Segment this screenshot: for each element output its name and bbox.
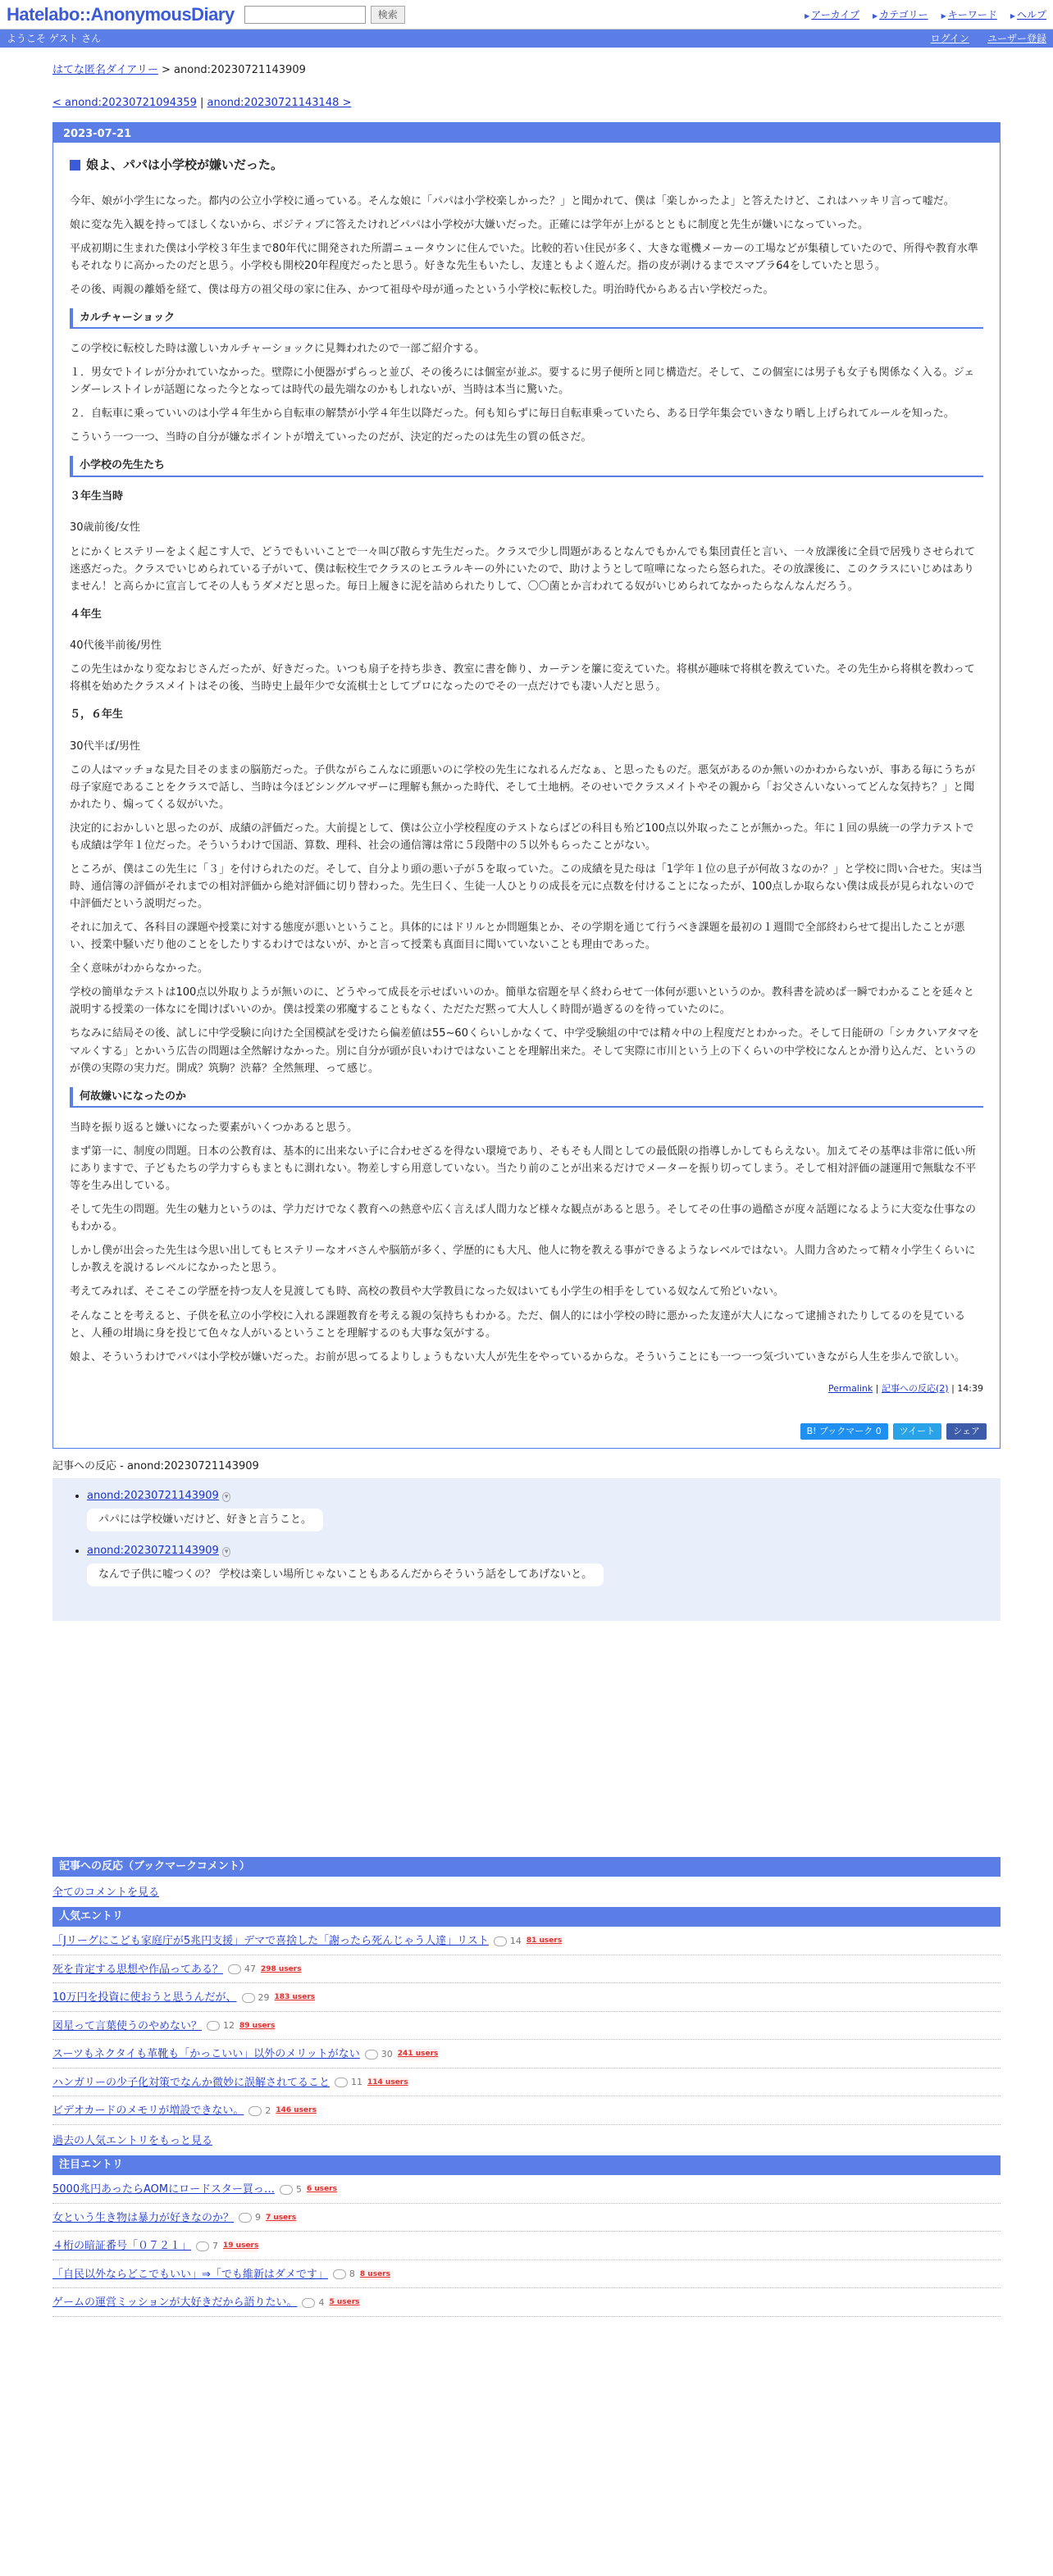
paragraph: ２．自転車に乗っていいのは小学４年生から自転車の解禁が小学４年生以降だった。何も知らずに毎日自転車乗っていたら、ある日学年集会でいきなり晒し上げられてルールを知った。: [70, 407, 955, 421]
paragraph: そして先生の問題。先生の魅力というのは、学力だけでなく教育への熱意や広く言えば人間力など様々な観点があると思う。そしてその仕事の過酷さが度々話題になるように大変な仕事なのもわかる。: [70, 1204, 977, 1234]
tweet-button[interactable]: ツイート: [893, 1423, 941, 1440]
entry-list-item: [52, 1955, 1001, 1984]
entry-link[interactable]: ゲームの運営ミッションが大好きだから語りたい。: [52, 2296, 298, 2310]
day-section: [52, 122, 1001, 1449]
entry-list-item: [52, 2012, 1001, 2041]
facebook-share-button[interactable]: シェア: [946, 1423, 987, 1440]
section-heading: カルチャーショック: [70, 308, 983, 330]
bookmark-users-badge[interactable]: 8 users: [360, 2269, 390, 2281]
paragraph: そんなことを考えると、子供を私立の小学校に入れる課題教育を考える親の気持ちもわかる。ただ、個人的には小学校の時に悪かった友達が大人になって逮捕されたりしてるのを見ていると、人種の坩堝に身を投じて色々な人がいるということを理解するのも大事な気がする。: [70, 1309, 966, 1340]
bookmark-users-badge[interactable]: 114 users: [367, 2078, 408, 2089]
title-square-icon: [70, 160, 80, 171]
entry-link[interactable]: ４桁の暗証番号「０７２１」: [52, 2240, 192, 2253]
paragraph: とにかくヒステリーをよく起こす人で、どうでもいいことで一々叫び散らす先生だった。クラスで少し問題があるとなんでもかんでも集団責任と言い、一々放課後に全員で居残りさせられて迷惑だった。クラスでいじめられている子がいて、僕は転校生でクラスのヒエラルキーの外にいたので、助けようとして喧嘩になったら怒られた。その放課後に、このクラスにいじめはありません！と高らかに宣言してその人もうダメだと思った。毎日上履きに泥を詰められたりして、〇〇菌とか言われてる奴がいじめられてなかったらなんなんだろう。: [70, 545, 976, 593]
paragraph: 平成初期に生まれた僕は小学校３年生まで80年代に開発された所謂ニュータウンに住んでいた。比較的若い住民が多く、大きな電機メーカーの工場などが集積していたので、所得や教育水準もそれなりに高かったのだと思う。小学校も開校20年程度だったと思う。好きな先生もいたし、友達ともよく遊んだ。指の皮が剥けるまでスマブラ64をしていたと思う。: [70, 242, 978, 272]
entry-link[interactable]: 5000兆円あったらAOMにロードスター買っ…: [52, 2183, 275, 2196]
paragraph: その後、両親の離婚を経て、僕は母方の祖父母の家に住み、かつて祖母や母が通ったという小学校に転校した。明治時代からある古い学校だった。: [70, 283, 774, 296]
featured-section-title: 注目エントリ: [52, 2155, 1001, 2175]
paragraph: １．男女でトイレが分かれていなかった。壁際に小便器がずらっと並び、その後ろには個室が並ぶ。要するに男子便所と同じ構造だ。そして、この個室には男子も女子も関係なく入る。ジェンダーレストイレが話題になった今となっては時代の最先端なのかもしれないが、当時は本当に驚いた。: [70, 366, 975, 397]
comment-count-icon: 2: [248, 2105, 271, 2119]
reactions-link[interactable]: 記事への反応(2): [881, 1382, 949, 1394]
breadcrumb: [52, 62, 1001, 79]
entry-list-item: [52, 1927, 1001, 1955]
popular-section-title: 人気エントリ: [52, 1907, 1001, 1927]
bookmark-users-badge[interactable]: 81 users: [526, 1936, 562, 1947]
pager-sep: |: [200, 96, 204, 109]
entry-list-item: [52, 2175, 1001, 2204]
popular-entries-section: [52, 1907, 1001, 2155]
welcome-text: ようこそ ゲスト さん: [7, 33, 102, 44]
footer-sep: |: [875, 1382, 879, 1394]
entry-list-item: [52, 2040, 1001, 2069]
comment-count-icon: 30: [365, 2048, 393, 2062]
paragraph: 全く意味がわからなかった。: [70, 963, 209, 976]
comment-count-icon: 8: [333, 2268, 355, 2282]
section-heading: 小学校の先生たち: [70, 456, 983, 477]
comment-count-icon: 9: [239, 2211, 261, 2225]
responses-list: [52, 1478, 1001, 1621]
entry-link[interactable]: 「Jリーグにこども家庭庁が5兆円支援」デマで喜捨した「謝ったら死んじゃう人達」リスト: [52, 1935, 489, 1948]
paragraph: それに加えて、各科目の課題や授業に対する態度が悪いということ。具体的にはドリルとか問題集とか、その学期を通じて行うべき課題を最初の１週間で全部終わらせて提出したことが悪い、授業中騒いだり他のことをしたりするわけではないが、かと言って授業も真面目に聞いていないことも理由であった。: [70, 922, 965, 952]
chevron-down-icon[interactable]: ▾: [222, 1492, 231, 1502]
breadcrumb-sep: >: [161, 64, 171, 76]
entry-title: [70, 156, 983, 175]
section-heading: 何故嫌いになったのか: [70, 1087, 983, 1108]
entry-list-item: [52, 2232, 1001, 2260]
paragraph: 今年、娘が小学生になった。都内の公立小学校に通っている。そんな娘に「パパは小学校楽しかった？」と聞かれて、僕は「楽しかったよ」と答えたけど、これはハッキリ言って嘘だ。: [70, 194, 955, 207]
bookmark-users-badge[interactable]: 5 users: [329, 2297, 359, 2309]
bookmark-section-title: 記事への反応（ブックマークコメント）: [52, 1857, 1001, 1877]
section-heading: ３年生当時: [70, 489, 124, 503]
prev-entry-link[interactable]: < anond:20230721094359: [52, 96, 197, 109]
bookmark-users-badge[interactable]: 6 users: [307, 2184, 337, 2196]
footer-sep-2: |: [951, 1382, 955, 1394]
entry-link[interactable]: 図星って言葉使うのやめない？: [52, 2019, 203, 2032]
entry-pager: [52, 95, 1001, 112]
section-heading: ５，６年生: [70, 708, 124, 721]
paragraph: この先生はかなり変なおじさんだったが、好きだった。いつも扇子を持ち歩き、教室に書を飾り、カーテンを簾に変えていた。将棋が趣味で将棋を教えていた。その先生から将棋を教わって将棋を始めたクラスメイトはその後、当時史上最年少で女流棋士としてプロになったのでその一点だけでも凄い人だと思う。: [70, 663, 975, 694]
paragraph: まず第一に、制度の問題。日本の公教育は、基本的に出来ない子に合わせざるを得ない環境であり、そもそも人間としての最低限の指導しかしてもらえない。加えてその基準は非常に低い所にありますで、子どもたちの学力すらもまともに測れない。物差しすら用意していない。当たり前のことが出来るだけでメーターを振り切ってしまう。そして相対評価の謎運用で無駄な不平等を生み出している。: [70, 1145, 977, 1193]
paragraph: 娘よ、そういうわけでパパは小学校が嫌いだった。お前が思ってるよりしょうもない大人が先生をやっているからな。そういうことにも一つ一つ気づいていきながら人生を歩んで欲しい。: [70, 1350, 966, 1363]
entry-list-item: [52, 2204, 1001, 2232]
comment-count-icon: 7: [196, 2240, 218, 2254]
entry-link[interactable]: 10万円を投資に使おうと思うんだが、: [52, 1991, 237, 2005]
paragraph: しかし僕が出会った先生は今思い出してもヒステリーなオバさんや脳筋が多く、学歴的にも大凡、他人に物を教える事ができるようなレベルではない。人間力含めたって精々小学生くらいにしか教えを説けるレベルになかったと思う。: [70, 1245, 976, 1275]
site-header: [0, 0, 1053, 30]
chevron-down-icon[interactable]: ▾: [222, 1547, 231, 1557]
nav-keyword[interactable]: ▶ キーワード: [941, 7, 997, 22]
bookmark-users-badge[interactable]: 7 users: [266, 2213, 296, 2224]
search-form: [244, 6, 405, 24]
paragraph: 30代半ば/男性: [70, 740, 140, 753]
response-text: パパには学校嫌いだけど、好きと言うこと。: [87, 1509, 323, 1531]
top-nav: [805, 7, 1046, 22]
paragraph: 学校の簡単なテストは100点以外取りようが無いのに、どうやって成長を示せばいいのか。簡単な宿題を早く終わらせて一体何が悪いというのか。教科書を読めば一瞬でわかることを延々と説明する授業の一体なにを聞けばいいのか。僕は授業の邪魔することもなく、ただただ黙って大人しく時間が過ぎるのを待っていたのに。: [70, 986, 974, 1017]
entry-list-item: [52, 2069, 1001, 2097]
bookmark-users-badge[interactable]: 89 users: [239, 2021, 275, 2032]
comment-count-icon: 12: [207, 2019, 235, 2033]
search-button[interactable]: 検索: [371, 6, 405, 24]
hatena-bookmark-button[interactable]: B! ブックマーク 0: [800, 1423, 888, 1440]
user-bar: [0, 30, 1053, 48]
breadcrumb-home[interactable]: はてな匿名ダイアリー: [52, 64, 158, 76]
response-item: [87, 1543, 1001, 1593]
login-link[interactable]: ログイン: [930, 33, 969, 44]
bookmark-users-badge[interactable]: 183 users: [275, 1992, 316, 2004]
entry-link[interactable]: 女という生き物は暴力が好きなのか？: [52, 2211, 235, 2224]
comment-count-icon: 5: [280, 2183, 302, 2197]
more-popular-link[interactable]: 過去の人気エントリをもっと見る: [52, 2134, 213, 2147]
entry-link[interactable]: スーツもネクタイも革靴も「かっこいい」以外のメリットがない: [52, 2048, 360, 2061]
bookmark-users-badge[interactable]: 241 users: [398, 2049, 439, 2060]
entry-link[interactable]: 死を肯定する思想や作品ってある？: [52, 1963, 224, 1976]
bookmark-comments-section: [52, 1857, 1001, 1908]
paragraph: こういう一つ一つ、当時の自分が嫌なポイントが増えていったのだが、決定的だったのは先生の質の低さだ。: [70, 431, 592, 444]
nav-category[interactable]: ▶ カテゴリー: [873, 7, 928, 22]
comment-count-icon: 29: [242, 1991, 270, 2005]
nav-help[interactable]: ▶ ヘルプ: [1010, 7, 1046, 22]
paragraph: 30歳前後/女性: [70, 521, 140, 535]
paragraph: この学校に転校した時は激しいカルチャーショックに見舞われたので一部ご紹介する。: [70, 343, 485, 356]
entry-time: 14:39: [957, 1382, 983, 1394]
entry-link[interactable]: ハンガリーの少子化対策でなんか微妙に誤解されてること: [52, 2076, 330, 2089]
paragraph: ところが、僕はこの先生に「３」を付けられたのだ。そして、自分より頭の悪い子が５を取っていた。この成績を見た母は「1学年１位の息子が何故３なのか？」と学校に問い合せた。実は当時、通信簿の評価がそれまでの相対評価から絶対評価に切り替わった。先生曰く、生徒一人ひとりの成長を元に点数を付けることになったが、100点しか取らない僕は成長が見られないので中評価だという説明だった。: [70, 863, 983, 911]
site-logo[interactable]: Hatelabo::AnonymousDiary: [7, 4, 235, 25]
responses-header: 記事への反応 - anond:20230721143909: [52, 1460, 259, 1473]
response-item: [87, 1488, 1001, 1538]
bookmark-users-badge[interactable]: 298 users: [261, 1964, 302, 1976]
all-comments-link[interactable]: 全てのコメントを見る: [52, 1886, 160, 1899]
entry-link[interactable]: ビデオカードのメモリが増設できない。: [52, 2105, 244, 2118]
entry-list-item: [52, 2288, 1001, 2317]
bookmark-users-badge[interactable]: 19 users: [223, 2241, 258, 2252]
entry-link[interactable]: 「自民以外ならどこでもいい」⇒「でも維新はダメです」: [52, 2268, 328, 2281]
comment-count-icon: 11: [335, 2076, 362, 2090]
paragraph: 決定的におかしいと思ったのが、成績の評価だった。大前提として、僕は公立小学校程度のテストならばどの科目も殆ど100点以外取ったことが無かった。年に１回の県統一の学力テストでも成績は学年１位だった。そういうわけで国語、算数、理科、社会の通信簿は常に５段階中の５以外もらったことがない。: [70, 821, 974, 853]
paragraph: 当時を振り返ると嫌いになった要素がいくつかあると思う。: [70, 1122, 358, 1135]
section-heading: ４年生: [70, 608, 103, 621]
paragraph: 考えてみれば、そこそこの学歴を持つ友人を見渡しても時、高校の教員や大学教員になった奴はいても小学生の相手をしている奴なんて殆どいない。: [70, 1286, 785, 1299]
entry-body: [70, 193, 983, 1366]
entry-list-item: [52, 2096, 1001, 2125]
comment-count-icon: 4: [302, 2296, 324, 2310]
entry-list-item: [52, 1983, 1001, 2012]
permalink[interactable]: Permalink: [828, 1382, 873, 1394]
bookmark-users-badge[interactable]: 146 users: [276, 2105, 317, 2117]
paragraph: この人はマッチョな見た目そのままの脳筋だった。子供ながらこんなに頭悪いのに学校の先生になれるんだなぁ、と思ったものだ。悪気があるのか無いのかわからないが、事ある毎にうちが母子家庭であることをクラスで話し、当時は今ほどシングルマザーに理解も無かった時代、そして土地柄。そのせいでクラスメイトやその親から「お父さんいないってどんな気持ち？」と聞かれたり、煽ってくる奴がいた。: [70, 763, 976, 811]
comment-count-icon: 47: [228, 1963, 256, 1977]
share-buttons: [53, 1405, 1000, 1448]
paragraph: ちなみに結局その後、試しに中学受験に向けた全国模試を受けたら偏差値は55~60くらいしかなくて、中学受験組の中では精々中の上程度だとわかった。そして日能研の「シカクいアタマをマルくする」とかいう広告の問題は全然解けなかった。別に自分が頭が良いわけではないことを理解出来た。そして実際に市川という上の下くらいの中学校になんとか滑り込んだ、というのが僕の実際の実力だ。開成？筑駒？渋幕？全然無理、って感じ。: [70, 1027, 979, 1075]
response-link[interactable]: anond:20230721143909: [87, 1489, 219, 1502]
next-entry-link[interactable]: anond:20230721143148 >: [207, 96, 352, 109]
entry-list-item: [52, 2260, 1001, 2289]
paragraph: 娘に変な先入観を持ってほしくないから、ポジティブに答えたけれどパパは小学校が大嫌いだった。正確には学年が上がるとともに制度と先生が嫌いになっていった。: [70, 218, 868, 231]
breadcrumb-current: anond:20230721143909: [174, 64, 306, 76]
search-input[interactable]: [244, 6, 366, 24]
entry-footer: [70, 1382, 983, 1396]
nav-archive[interactable]: ▶ アーカイブ: [805, 7, 859, 22]
response-text: なんで子供に嘘つくの？ 学校は楽しい場所じゃないこともあるんだからそういう話をしてあげないと。: [87, 1563, 604, 1586]
entry-title-text: 娘よ、パパは小学校が嫌いだった。: [86, 157, 284, 172]
featured-entries-section: [52, 2155, 1001, 2317]
paragraph: 40代後半前後/男性: [70, 639, 162, 653]
day-header: 2023-07-21: [53, 123, 1000, 143]
register-link[interactable]: ユーザー登録: [987, 33, 1046, 44]
comment-count-icon: 14: [494, 1935, 522, 1949]
response-link[interactable]: anond:20230721143909: [87, 1544, 219, 1557]
